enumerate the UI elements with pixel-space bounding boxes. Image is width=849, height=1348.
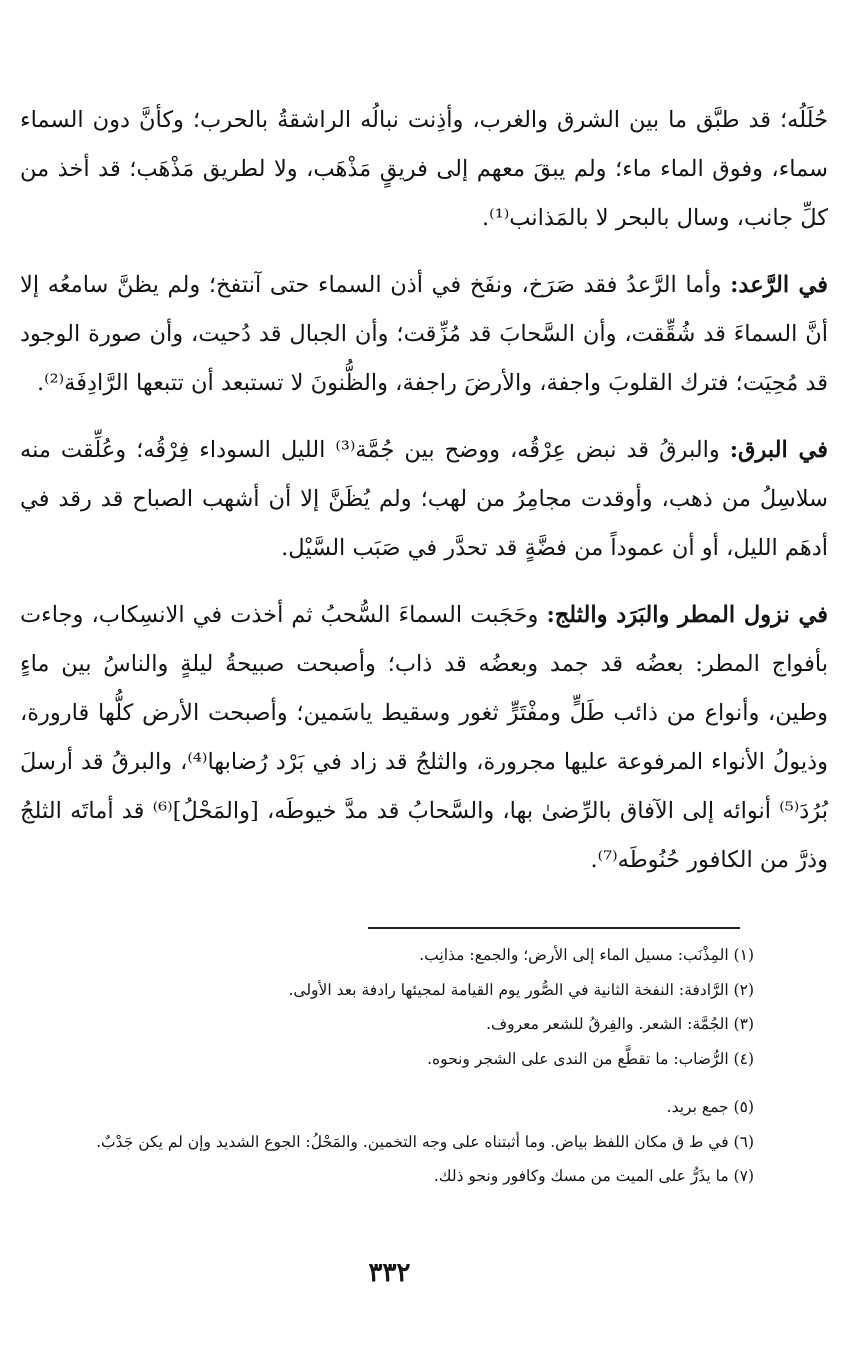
paragraph-heading: في الرَّعد:: [730, 272, 828, 298]
footnote: (٣) الجُمَّة: الشعر. والفِرقُ للشعر معروف.: [486, 1015, 754, 1033]
footnote: (٥) جمع بريد.: [666, 1098, 754, 1116]
footnotes: [0, 938, 754, 1194]
page-number: ٣٣٢: [368, 1258, 411, 1288]
paragraph-body: وحَجَبت السماءَ السُّحبُ ثم أخذت في الانسِكاب، وجاءت بأفواج المطر: بعضُه قد جمد وبعضُه قد ذاب؛ وأصبحت صبيحةُ ليلةٍ والناسُ بين ماءٍ وطين، وأنواع من ذائب طَلٍّ ومفْتَرٍّ ثغور وسقيط ياسَمين؛ وأصبحت الأرض كلُّها قارورة، وذيولُ الأنواء المرفوعة عليها مجرورة، والثلجُ قد زاد في بَرْد رُضابها⁽⁴⁾، والبرقُ قد أرسلَ بُرُدَ⁽⁵⁾ أنوائه إلى الآفاق بالرِّضىٰ بها، والسَّحابُ قد مدَّ خيوطَه، [والمَحْلُ]⁽⁶⁾ قد أماتَه الثلجُ وذرَّ من الكافور حُنُوطَه⁽⁷⁾.: [20, 602, 829, 873]
footnote: (٦) في ط ق مكان اللفظ بياض. وما أثبتناه على وجه التخمين. والمَحْلُ: الجوع الشديد وإن لم يكن جَدْبٌ.: [96, 1132, 754, 1151]
footnote-divider: [368, 927, 740, 929]
paragraph-body: وأما الرَّعدُ فقد صَرَخ، ونفَخ في أذن السماء حتى آنتفخ؛ ولم يظنَّ سامعُه إلا أنَّ السماءَ قد شُقِّقت، وأن السَّحابَ قد مُزِّقت؛ وأن الجبال قد دُحيت، وأن صورة الوجود قد مُحِيَت؛ فترك القلوبَ واجفة، والأرضَ راجفة، والظُّنونَ لا تستبعد أن تتبعها الرَّادِفَة⁽²⁾.: [20, 272, 828, 396]
main-text: [20, 96, 828, 885]
paragraph-heading: في نزول المطر والبَرَد والثلج:: [546, 602, 828, 628]
footnote: (٧) ما يذَرُّ على الميت من مسك وكافور ونحو ذلك.: [433, 1167, 754, 1185]
paragraph-lightning: [20, 426, 828, 573]
paragraph-rain-snow: [20, 591, 828, 885]
paragraph-body: حُلَلُه؛ قد طبَّق ما بين الشرق والغرب، وأذِنت نبالُه الراشقةُ بالحرب؛ وكأنَّ دون السماء سماء، وفوق الماء ماء؛ ولم يبقَ معهم إلى فريقٍ مَذْهَب، ولا لطريق مَذْهَب؛ قد أخذ من كلِّ جانب، وسال بالبحر لا بالمَذانب⁽¹⁾.: [20, 107, 828, 231]
paragraph-heading: في البرق:: [729, 437, 828, 463]
paragraph-thunder: [20, 261, 828, 408]
paragraph-body: والبرقُ قد نبض عِرْقُه، ووضح بين جُمَّة⁽³⁾ الليل السوداء فِرْقُه؛ وعُلِّقت منه سلاسِلُ من ذهب، وأوقدت مجامِرُ من لهب؛ ولم يُظَنَّ إلا أن أشهب الصباح قد رقد في أدهَم الليل، أو أن عموداً من فضَّةٍ قد تحدَّر في صَبَب السَّيْل.: [20, 437, 828, 561]
footnote: (٤) الرُّضاب: ما تقطَّع من الندى على الشجر ونحوه.: [427, 1049, 754, 1068]
paragraph-intro: [20, 96, 828, 243]
footnote: (٢) الرَّادفة: النفخة الثانية في الصُّور يوم القيامة لمجيئها رادفة بعد الأولى.: [288, 980, 754, 999]
footnote: (١) المِذْنَب: مسيل الماء إلى الأرض؛ والجمع: مذانِب.: [419, 946, 754, 964]
